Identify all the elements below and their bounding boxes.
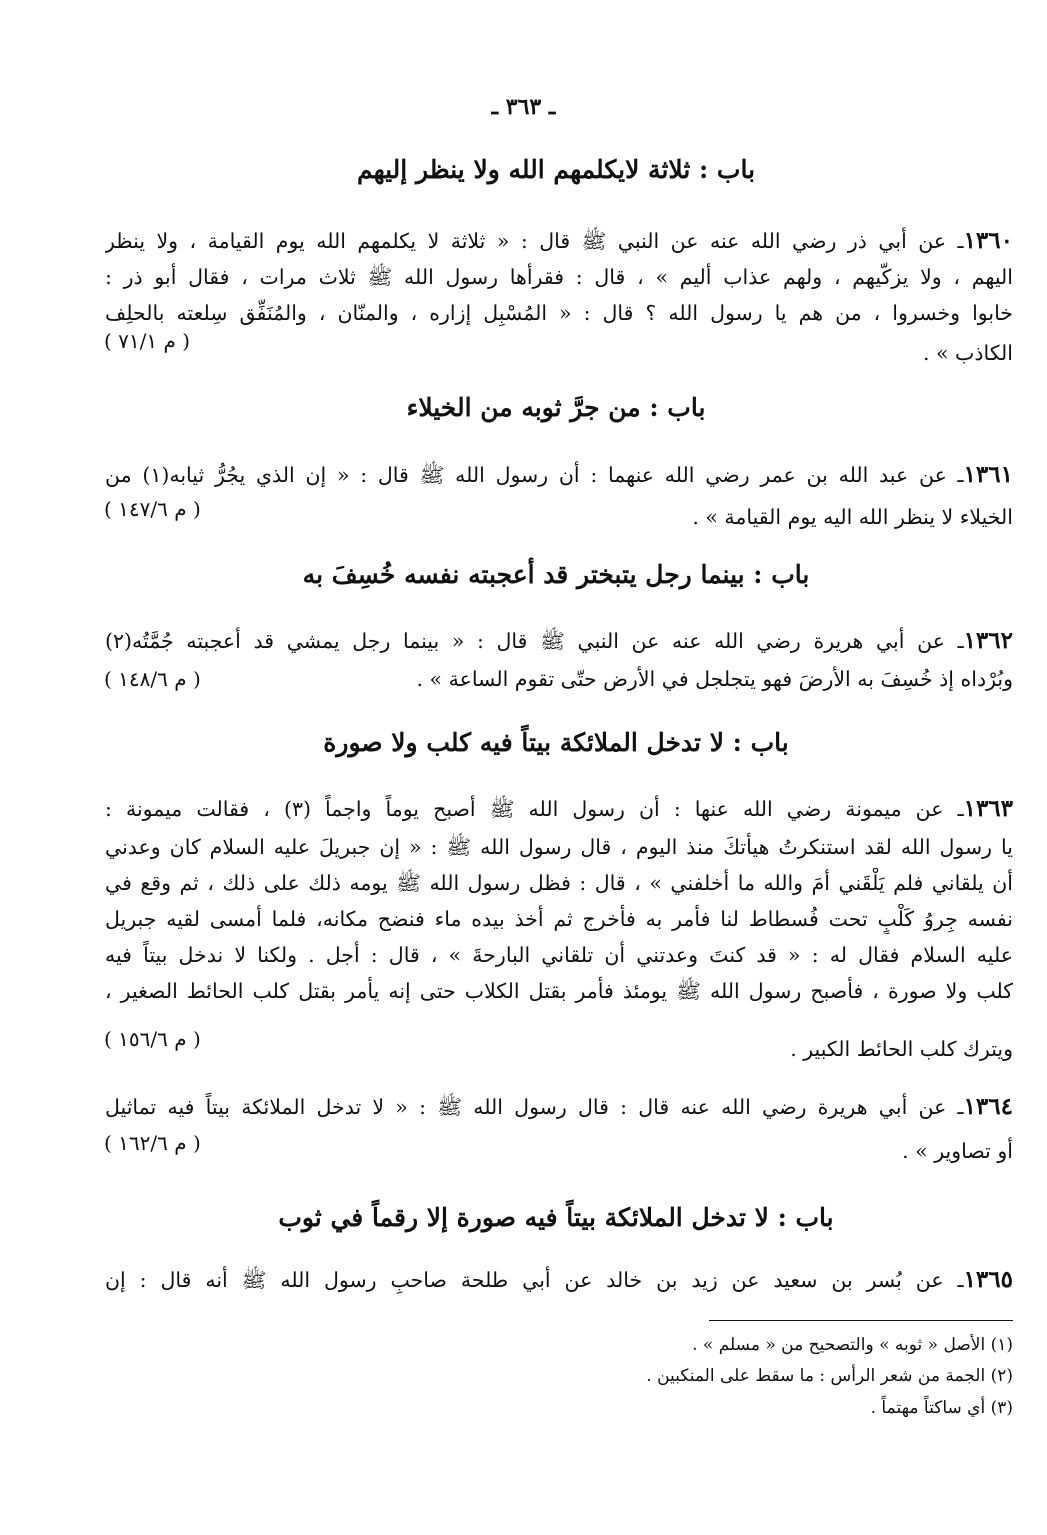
chapter-heading: باب : بينما رجل يتبختر قد أعجبته نفسه خُسِفَ به [302,560,810,589]
chapter-heading: باب : لا تدخل الملائكة بيتاً فيه كلب ولا صورة [323,728,789,757]
hadith-line: ١٣٦٠ـ عن أبي ذر رضي الله عنه عن النبي ﷺ قال : « ثلاثة لا يكلمهم الله يوم القيامة ، ولا ينظر [105,227,1013,254]
hadith-line: وبُرْداه إذ خُسِفَ به الأرضَ فهو يتجلجل في الأرض حتّى تقوم الساعة » . [416,667,1013,691]
footnote: (١) الأصل « ثوبه » والتصحيح من « مسلم » . [692,1335,1013,1355]
hadith-reference: ( م ٧١/١ ) [104,329,191,353]
hadith-reference: ( م ١٦٢/٦ ) [104,1131,201,1155]
hadith-line: ١٣٦٥ـ عن بُسر بن سعيد عن زيد بن خالد عن أبي طلحة صاحبِ رسول الله ﷺ أنه قال : إن [105,1266,1013,1293]
hadith-line: خابوا وخسروا ، من هم يا رسول الله ؟ قال : « المُسْبِل إزاره ، والمنّان ، والمُنَفِّق سِلعته بالحلِف [105,301,1013,325]
hadith-number: ١٣٦٢ [963,627,1013,654]
page-number: ـ ٣٦٣ ـ [491,94,556,120]
chapter-heading: باب : ثلاثة لايكلمهم الله ولا ينظر إليهم [356,155,756,184]
hadith-number: ١٣٦٥ [963,1266,1013,1293]
hadith-line: ١٣٦٣ـ عن ميمونة رضي الله عنها : أن رسول الله ﷺ أصبح يوماً واجماً (٣) ، فقالت ميمونة : [105,795,1013,822]
hadith-number: ١٣٦٤ [963,1093,1013,1120]
hadith-line: نفسه جِروُ كَلْبٍ تحت فُسطاط لنا فأمر به فأُخرج ثم أخذ بيده ماء فنضح مكانه، فلما أمسى لقيه جبريل [105,907,1013,931]
hadith-line: اليهم ، ولا يزكّيهم ، ولهم عذاب أليم » ، قال : فقرأها رسول الله ﷺ ثلاث مرات ، فقال أبو ذر : [105,265,1013,289]
chapter-heading: باب : لا تدخل الملائكة بيتاً فيه صورة إلا رقماً في ثوب [278,1203,834,1232]
hadith-line: أو تصاوير » . [902,1139,1013,1163]
hadith-number: ١٣٦١ [963,461,1013,488]
hadith-line: الكاذب » . [922,341,1013,365]
hadith-line: ١٣٦١ـ عن عبد الله بن عمر رضي الله عنهما : أن رسول الله ﷺ قال : « إن الذي يجُرُّ ثيابه(١) من [105,461,1013,488]
hadith-number: ١٣٦٣ [963,795,1013,822]
footnote: (٣) أي ساكتاً مهتماً . [870,1398,1013,1418]
hadith-reference: ( م ١٤٨/٦ ) [104,667,201,691]
hadith-line: الخيلاء لا ينظر الله اليه يوم القيامة » . [692,505,1013,529]
hadith-number: ١٣٦٠ [963,227,1013,254]
hadith-line: عليه السلام فقال له : « قد كنتَ وعدتني أن تلقاني البارحةَ » ، قال : أجل . ولكنا لا ندخل بيتاً فيه [105,943,1013,967]
hadith-reference: ( م ١٤٧/٦ ) [104,497,201,521]
hadith-line: كلب ولا صورة ، فأصبح رسول الله ﷺ يومئذ فأمر بقتل الكلاب حتى إنه يأمر بقتل كلب الحائط الصغير ، [105,979,1013,1003]
chapter-heading: باب : من جرَّ ثوبه من الخيلاء [406,393,706,422]
hadith-reference: ( م ١٥٦/٦ ) [104,1027,201,1051]
hadith-line: ١٣٦٤ـ عن أبي هريرة رضي الله عنه قال : قال رسول الله ﷺ : « لا تدخل الملائكة بيتاً فيه تماثيل [105,1093,1013,1120]
footnote: (٢) الجمة من شعر الرأس : ما سقط على المنكبين . [646,1366,1013,1386]
hadith-line: ١٣٦٢ـ عن أبي هريرة رضي الله عنه عن النبي ﷺ قال : « بينما رجل يمشي قد أعجبته جُمَّتُه(٢) [105,627,1013,654]
hadith-line: يا رسول الله لقد استنكرتُ هيأتكَ منذ اليوم ، قال رسول الله ﷺ : « إن جبريلَ عليه السلام كان وعدني [105,835,1013,859]
hadith-line: ويترك كلب الحائط الكبير . [790,1037,1013,1061]
footnote-divider [709,1320,1013,1321]
hadith-line: أن يلقاني فلم يَلْقَني أمَ والله ما أخلفني » ، قال : فظل رسول الله ﷺ يومه ذلك على ذلك ، ثم وقع في [105,871,1013,895]
